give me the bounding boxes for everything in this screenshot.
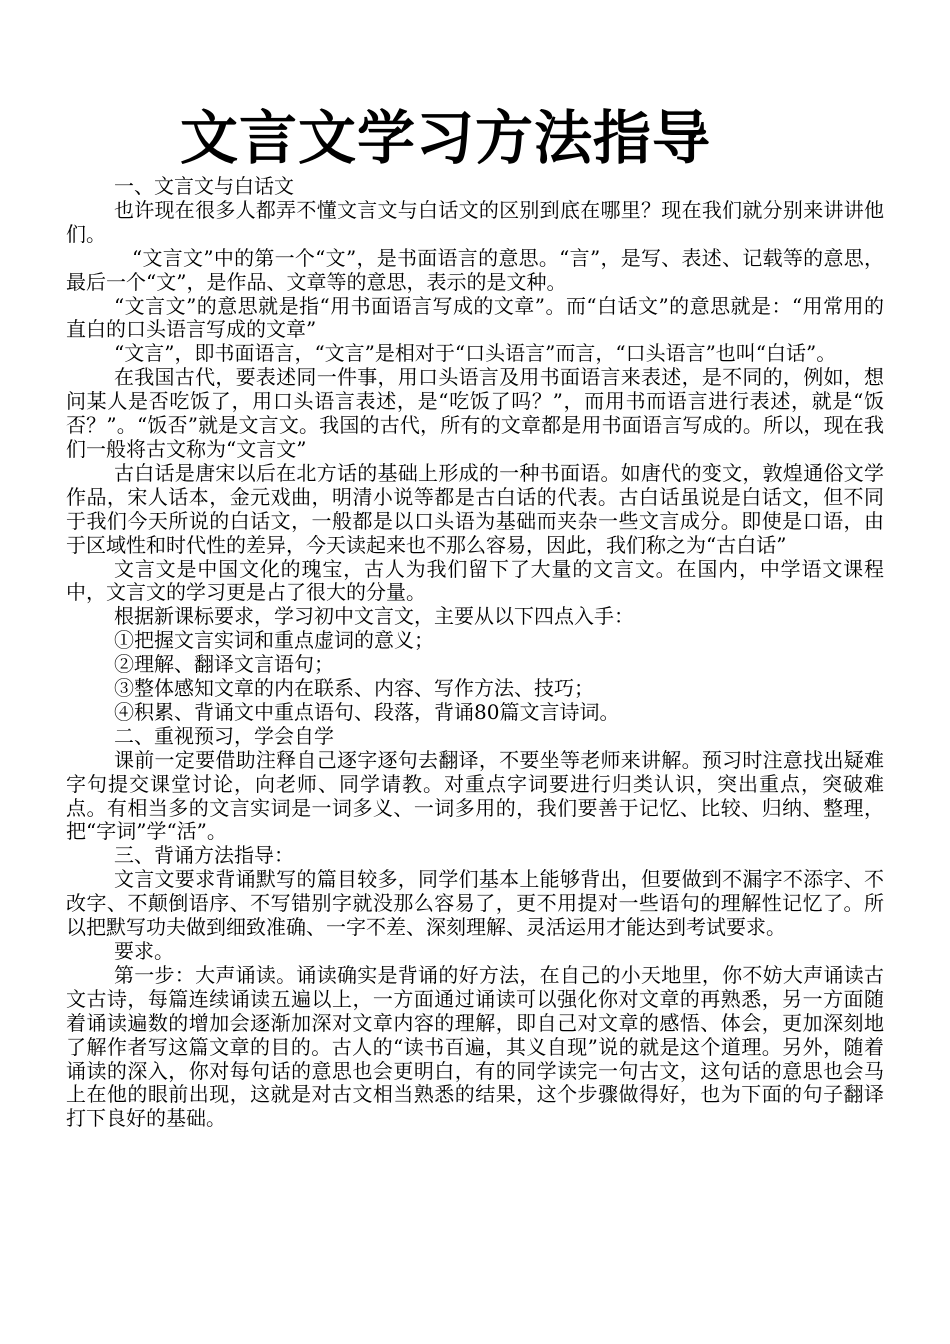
list-item: ②理解、翻译文言语句； xyxy=(114,652,334,677)
document-title: 文言文学习方法指导 xyxy=(180,104,712,172)
body-paragraph: 在我国古代，要表述同一件事，用口头语言及用书面语言来表述，是不同的，例如，想问某人是否吃饭了，用口头语言表述，是“吃饭了吗？”，而用书而语言进行表述，就是“饭否？”。“饭否”就是文言文。我国的古代，所有的文章都是用书面语言写成的。所以，现在我们一般将古文称为“文言文” xyxy=(66,365,884,461)
body-paragraph: “文言文”中的第一个“文”，是书面语言的意思。“言”，是写、表述、记载等的意思，最后一个“文”，是作品、文章等的意思，表示的是文种。 xyxy=(66,245,884,294)
list-item: ①把握文言实词和重点虚词的意义； xyxy=(114,628,434,653)
body-paragraph: “文言文”的意思就是指“用书面语言写成的文章”。而“白话文”的意思就是：“用常用的直白的口头语言写成的文章” xyxy=(66,293,884,342)
body-paragraph: 文言文是中国文化的瑰宝，古人为我们留下了大量的文言文。在国内，中学语文课程中，文言文的学习更是占了很大的分量。 xyxy=(66,556,884,605)
body-paragraph: 文言文要求背诵默写的篇目较多，同学们基本上能够背出，但要做到不漏字不添字、不改字、不颠倒语序、不写错别字就没那么容易了，更不用提对一些语句的理解性记忆了。所以把默写功夫做到细致准确、一字不差、深刻理解、灵活运用才能达到考试要求。 xyxy=(66,867,884,940)
body-paragraph: 也许现在很多人都弄不懂文言文与白话文的区别到底在哪里？现在我们就分别来讲讲他们。 xyxy=(66,197,884,246)
body-paragraph: 要求。 xyxy=(114,939,174,963)
section-heading-2: 二、重视预习，学会自学 xyxy=(114,723,334,748)
list-item: ④积累、背诵文中重点语句、段落，背诵80篇文言诗词。 xyxy=(114,699,620,724)
section-heading-1: 一、文言文与白话文 xyxy=(114,174,294,198)
body-paragraph: 课前一定要借助注释自己逐字逐句去翻译，不要坐等老师来讲解。预习时注意找出疑难字句提交课堂讨论，向老师、同学请教。对重点字词要进行归类认识，突出重点，突破难点。有相当多的文言实词是一词多义、一词多用的，我们要善于记忆、比较、归纳、整理，把“字词”学“活”。 xyxy=(66,747,884,844)
section-heading-3: 三、背诵方法指导： xyxy=(114,843,294,868)
body-paragraph: “文言”，即书面语言，“文言”是相对于“口头语言”而言，“口头语言”也叫“白话”。 xyxy=(114,341,837,366)
list-item: ③整体感知文章的内在联系、内容、写作方法、技巧； xyxy=(114,676,594,701)
body-paragraph: 古白话是唐宋以后在北方话的基础上形成的一种书面语。如唐代的变文，敦煌通俗文学作品，宋人话本，金元戏曲，明清小说等都是古白话的代表。古白话虽说是白话文，但不同于我们今天所说的白话文，一般都是以口头语为基础而夹杂一些文言成分。即使是口语，由于区域性和时代性的差异，今天读起来也不那么容易，因此，我们称之为“古白话” xyxy=(66,460,884,557)
document-body xyxy=(66,175,884,1131)
body-paragraph: 根据新课标要求，学习初中文言文，主要从以下四点入手： xyxy=(114,604,634,629)
body-paragraph: 第一步：大声诵读。诵读确实是背诵的好方法，在自己的小天地里，你不妨大声诵读古文古诗，每篇连续诵读五遍以上，一方面通过诵读可以强化你对文章的再熟悉，另一方面随着诵读遍数的增加会逐渐加深对文章内容的理解，即自己对文章的感悟、体会，更加深刻地了解作者写这篇文章的目的。古人的“读书百遍，其义自现”说的就是这个道理。另外，随着诵读的深入，你对每句话的意思也会更明白，有的同学读完一句古文，这句话的意思也会马上在他的眼前出现，这就是对古文相当熟悉的结果，这个步骤做得好，也为下面的句子翻译打下良好的基础。 xyxy=(66,962,884,1131)
